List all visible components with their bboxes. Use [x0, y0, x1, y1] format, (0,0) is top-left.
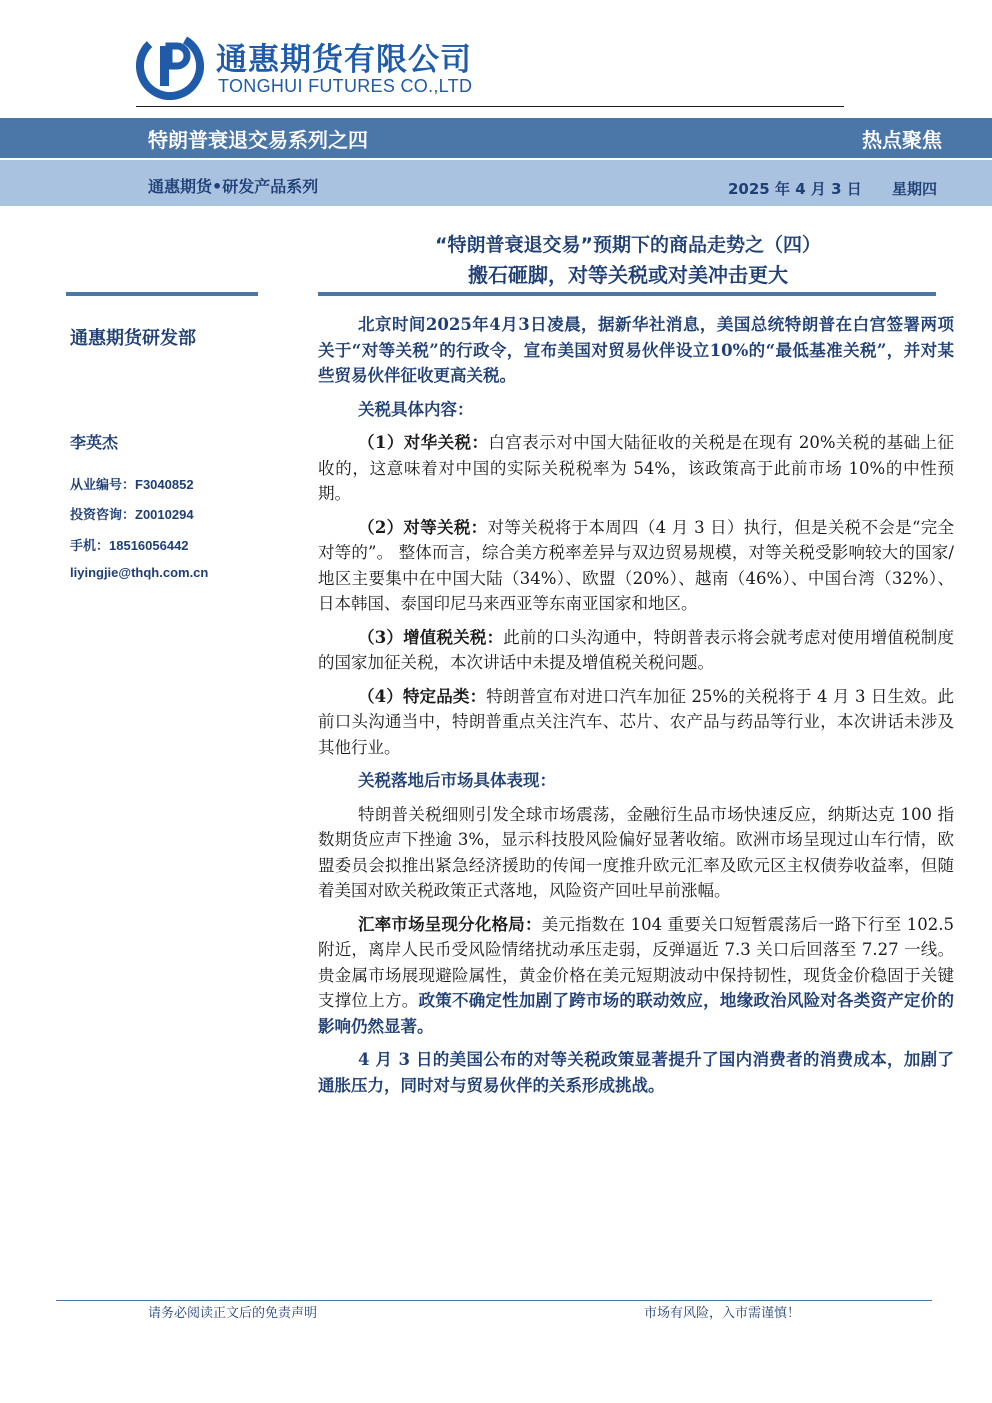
header-divider — [136, 106, 844, 107]
footer-divider — [56, 1300, 932, 1301]
section-heading-tariff-details: 关税具体内容： — [358, 399, 474, 419]
item-label: （4）特定品类： — [358, 686, 487, 706]
item-text: 特朗普宣布对进口汽车加征 25%的关税将于 4 月 3 日生效。此前口头沟通当中，特朗普重点关注汽车、芯片、农产品与药品等行业，本次讲话未涉及其他行业。 — [318, 686, 954, 757]
author-phone: 手机：18516056442 — [70, 538, 189, 553]
fx-label: 汇率市场呈现分化格局： — [358, 914, 542, 934]
fx-emphasis: 政策不确定性加剧了跨市场的联动效应，地缘政治风险对各类资产定价的影响仍然显著。 — [318, 991, 955, 1036]
item-label: （1）对华关税： — [358, 433, 489, 452]
item-label: （3）增值税关税： — [358, 627, 504, 647]
article-title-line1: “特朗普衰退交易”预期下的商品走势之（四） — [435, 234, 821, 256]
sidebar-divider — [66, 292, 258, 296]
report-weekday: 星期四 — [892, 180, 938, 198]
market-paragraph: 特朗普关税细则引发全球市场震荡，金融衍生品市场快速反应，纳斯达克 100 指数期货应声下挫逾 3%，显示科技股风险偏好显著收缩。欧洲市场呈现过山车行情，欧盟委员会拟推出紧急经济援助的传闻一度推升欧元汇率及欧元区主权债券收益率，但随着美国对欧关税政策正式落地，风险资产回吐早前涨幅。 — [318, 804, 954, 900]
article-body — [318, 312, 954, 1106]
item-text: 对等关税将于本周四（4 月 3 日）执行，但是关税不会是“完全对等的”。 整体而言，综合美方税率差异与双边贸易规模，对等关税受影响较大的国家/地区主要集中在中国大陆（34%）、欧盟（20%）、越南（46%）、中国台湾（32%）、日本韩国、泰国印尼马来西亚等东南亚国家和地区。 — [318, 517, 955, 613]
company-name-en: TONGHUI FUTURES CO.,LTD — [218, 76, 473, 96]
title-divider — [318, 292, 936, 296]
fx-text: 美元指数在 104 重要关口短暂震荡后一路下行至 102.5 附近，离岸人民币受风险情绪扰动承压走弱，反弹逼近 7.3 关口后回落至 7.27 一线。贵金属市场展现避险属性，黄金价格在美元短期波动中保持韧性，现货金价稳固于关键支撑位上方。 — [318, 914, 955, 1010]
report-date: 2025 年 4 月 3 日 — [728, 180, 862, 198]
company-name-cn: 通惠期货有限公司 — [216, 42, 472, 78]
article-title-line2: 搬石砸脚，对等关税或对美冲击更大 — [468, 263, 788, 287]
section-heading-market: 关税落地后市场具体表现： — [358, 771, 556, 790]
hot-topic-label: 热点聚焦 — [862, 128, 942, 152]
tariff-item-china — [318, 430, 954, 507]
tonghui-logo-icon — [136, 32, 204, 100]
item-text: 此前的口头沟通中，特朗普表示将会就考虑对使用增值税制度的国家加征关税，本次讲话中未提及增值税关税问题。 — [318, 627, 955, 672]
author-license: 从业编号：F3040852 — [70, 477, 194, 492]
author-email[interactable]: liyingjie@thqh.com.cn — [70, 565, 209, 580]
tariff-item-vat — [318, 625, 954, 676]
series-title: 特朗普衰退交易系列之四 — [148, 128, 368, 152]
disclaimer-note: 请务必阅读正文后的免责声明 — [148, 1306, 318, 1321]
item-text: 白宫表示对中国大陆征收的关税是在现有 20%关税的基础上征收的，这意味着对中国的实际关税税率为 54%，该政策高于此前市场 10%的中性预期。 — [318, 433, 955, 503]
risk-warning: 市场有风险，入市需谨慎！ — [644, 1306, 801, 1321]
company-logo — [136, 30, 476, 102]
research-department: 通惠期货研发部 — [70, 328, 196, 349]
tariff-item-reciprocal — [318, 515, 954, 617]
author-name: 李英杰 — [70, 433, 119, 452]
tariff-item-specific — [318, 684, 954, 761]
intro-paragraph: 北京时间2025年4月3日凌晨，据新华社消息，美国总统特朗普在白宫签署两项关于“对等关税”的行政令，宣布美国对贸易伙伴设立10%的“最低基准关税”，并对某些贸易伙伴征收更高关税。 — [318, 315, 954, 385]
sub-series-label: 通惠期货•研发产品系列 — [148, 177, 319, 196]
item-label: （2）对等关税： — [358, 517, 488, 537]
conclusion-paragraph: 4 月 3 日的美国公布的对等关税政策显著提升了国内消费者的消费成本，加剧了通胀压力，同时对与贸易伙伴的关系形成挑战。 — [318, 1050, 954, 1095]
author-advisory-id: 投资咨询：Z0010294 — [70, 507, 194, 522]
fx-paragraph — [318, 912, 954, 1040]
